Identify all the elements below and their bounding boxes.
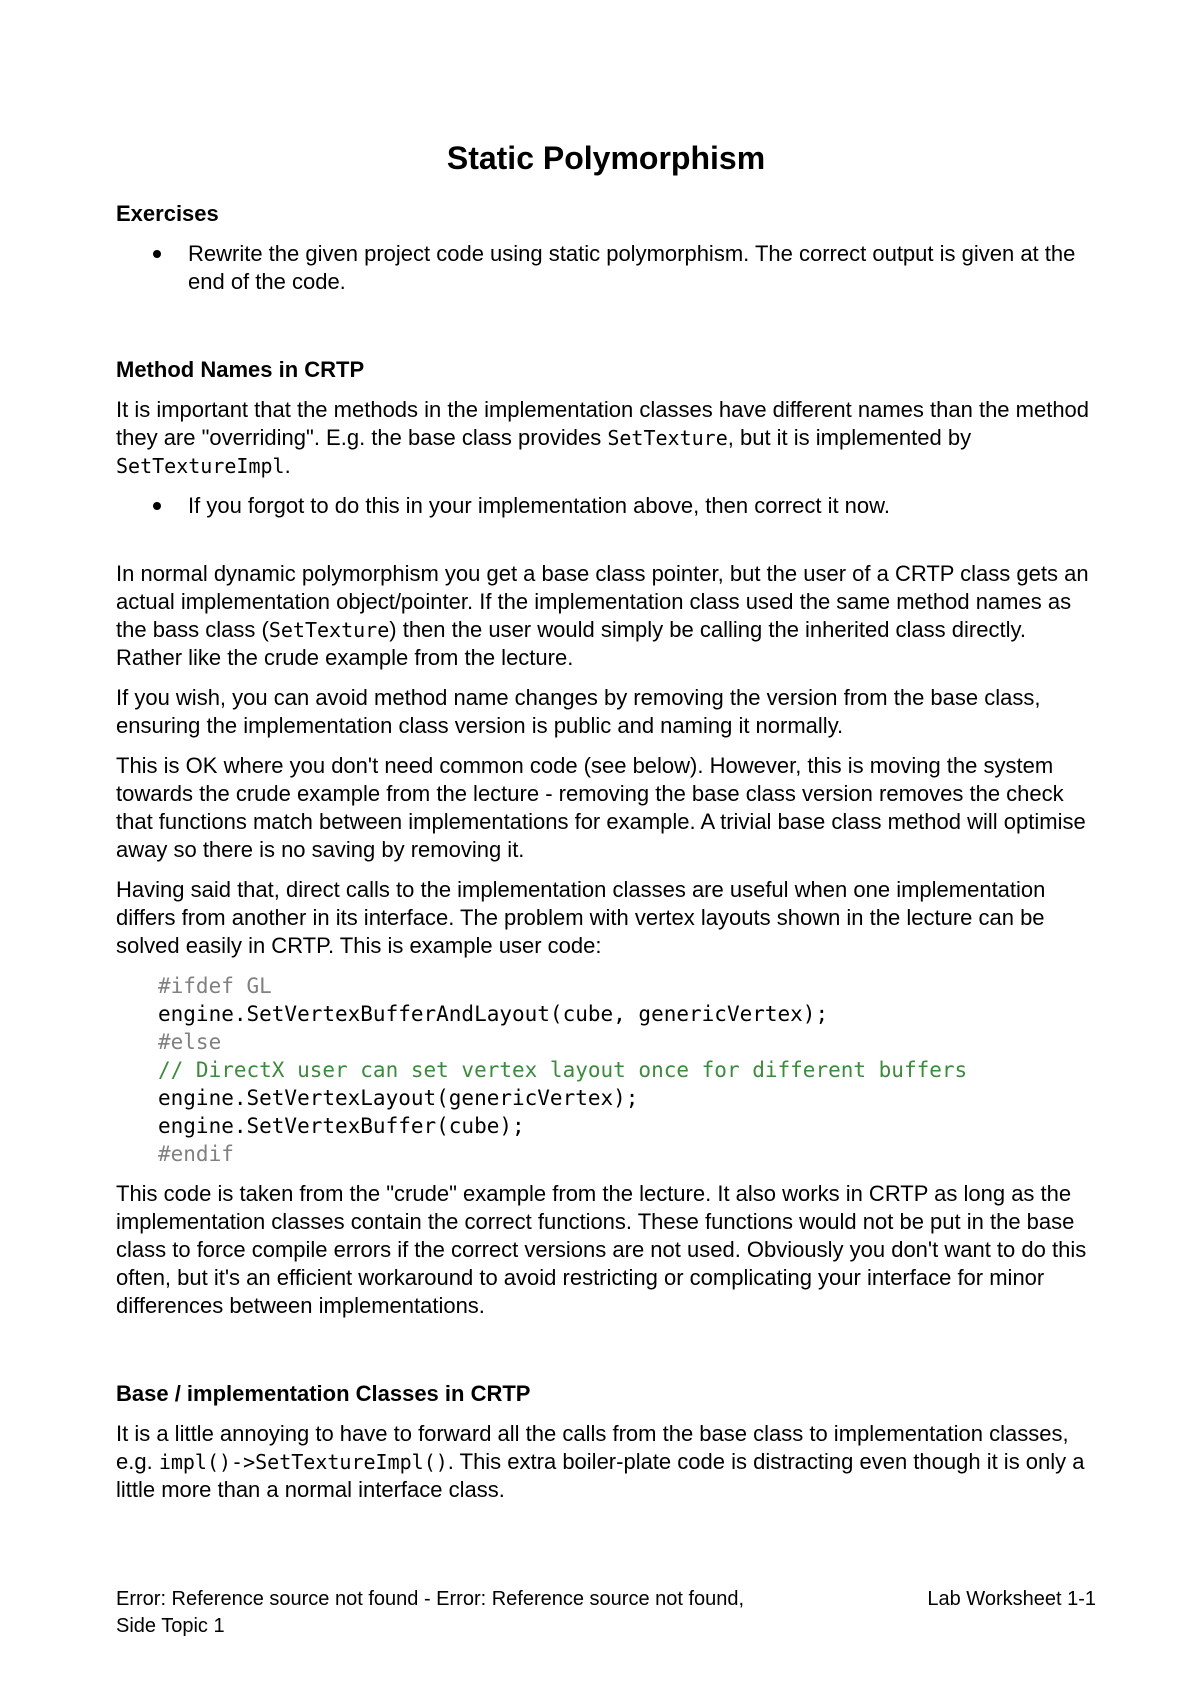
inline-code: SetTexture xyxy=(607,426,728,450)
document-body xyxy=(116,200,1096,1516)
base-impl-heading: Base / implementation Classes in CRTP xyxy=(116,1381,531,1406)
list-item xyxy=(116,492,1096,520)
footer-reference-line: Error: Reference source not found - Error: Reference source not found, xyxy=(116,1588,745,1610)
exercise-text: Rewrite the given project code using static polymorphism. The correct output is given at the end of the code. xyxy=(188,241,1076,294)
list-item xyxy=(116,240,1096,296)
paragraph: If you wish, you can avoid method name changes by removing the version from the base class, ensuring the implementation class version is public and naming it normally. xyxy=(116,685,1041,738)
inline-code: SetTexture xyxy=(268,618,390,642)
footer-topic-line: Side Topic 1 xyxy=(116,1615,225,1637)
bullet-icon xyxy=(153,250,161,258)
text-run: . This extra boiler-plate code is distracting even though it is only a little more than a normal interface class. xyxy=(116,1449,1085,1502)
spacer xyxy=(116,1332,1096,1380)
paragraph xyxy=(116,560,1096,672)
text-run: In normal dynamic polymorphism you get a base class pointer, but the user of a CRTP class gets an actual implementation object/pointer. If the implementation class used the same method names as the bass class ( xyxy=(116,561,1089,642)
text-run: It is important that the methods in the implementation classes have different names than the method they are "overriding". E.g. the base class provides xyxy=(116,397,1090,450)
code-comment-line: // DirectX user can set vertex layout once for different buffers xyxy=(158,1058,968,1082)
code-line: #endif xyxy=(158,1142,234,1166)
text-run: , but it is implemented by xyxy=(727,425,972,450)
text-run: It is a little annoying to have to forward all the calls from the base class to implementation classes, e.g. xyxy=(116,1421,1069,1474)
footer-page-label: Lab Worksheet 1-1 xyxy=(927,1588,1096,1610)
document-title: Static Polymorphism xyxy=(446,140,766,176)
method-names-list xyxy=(116,492,1096,520)
bullet-text: If you forgot to do this in your implementation above, then correct it now. xyxy=(188,493,890,518)
inline-code: SetTextureImpl xyxy=(116,454,285,478)
spacer xyxy=(116,532,1096,560)
method-names-heading: Method Names in CRTP xyxy=(116,357,365,382)
text-run: ) then the user would simply be calling the inherited class directly. Rather like the crude example from the lecture. xyxy=(116,617,1026,670)
inline-code: impl()->SetTextureImpl() xyxy=(158,1450,448,1474)
code-line: engine.SetVertexBufferAndLayout(cube, genericVertex); xyxy=(158,1002,829,1026)
text-run: . xyxy=(284,453,291,478)
code-line: engine.SetVertexLayout(genericVertex); xyxy=(158,1086,639,1110)
paragraph xyxy=(116,1420,1096,1504)
paragraph xyxy=(116,396,1096,480)
exercises-list xyxy=(116,240,1096,296)
code-line: engine.SetVertexBuffer(cube); xyxy=(158,1114,525,1138)
paragraph: This code is taken from the "crude" example from the lecture. It also works in CRTP as long as the implementation classes contain the correct functions. These functions would not be put in the base class to force compile errors if the correct versions are not used. Obviously you don't want to do this often, but it's an efficient workaround to avoid restricting or complicating your interface for minor differences between implementations. xyxy=(116,1181,1087,1318)
spacer xyxy=(116,308,1096,356)
exercises-heading: Exercises xyxy=(116,201,219,226)
paragraph: Having said that, direct calls to the implementation classes are useful when one implementation differs from another in its interface. The problem with vertex layouts shown in the lecture can be solved easily in CRTP. This is example user code: xyxy=(116,877,1046,958)
code-line: #ifdef GL xyxy=(158,974,272,998)
bullet-icon xyxy=(153,502,161,510)
code-line: #else xyxy=(158,1030,222,1054)
footer-left xyxy=(116,1586,836,1640)
code-block xyxy=(158,972,1096,1168)
paragraph: This is OK where you don't need common code (see below). However, this is moving the system towards the crude example from the lecture - removing the base class version removes the check that functions match between implementations for example. A trivial base class method will optimise away so there is no saving by removing it. xyxy=(116,753,1086,862)
